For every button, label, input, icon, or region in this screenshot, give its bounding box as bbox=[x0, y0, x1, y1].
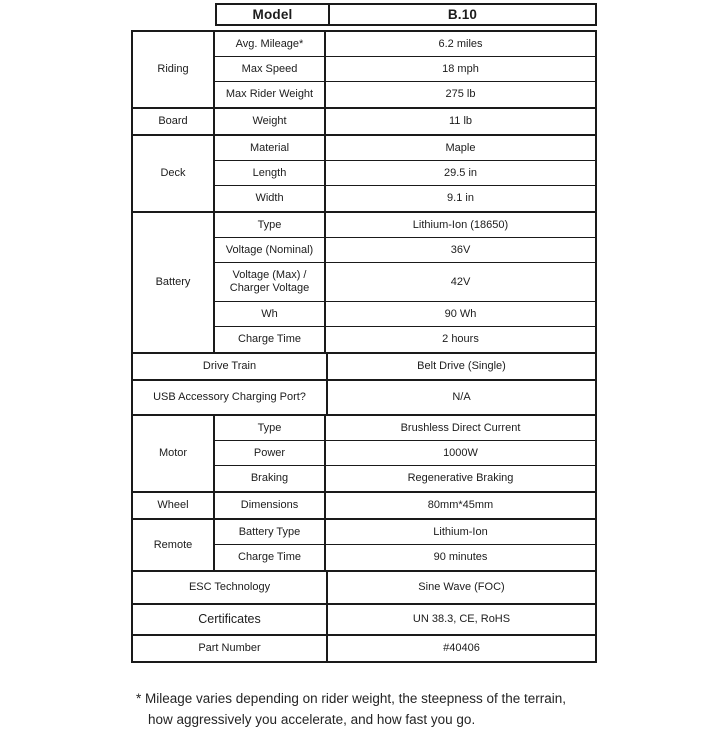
attribute-cell: Certificates bbox=[133, 605, 328, 634]
value-cell: Lithium-Ion (18650) bbox=[412, 218, 509, 231]
attribute-cell: Voltage (Max) / Charger Voltage bbox=[215, 263, 326, 301]
value-cell: 1000W bbox=[443, 446, 478, 459]
section-board bbox=[133, 109, 595, 136]
attribute-cell: Voltage (Nominal) bbox=[215, 238, 326, 262]
attribute-cell: Avg. Mileage* bbox=[215, 32, 326, 56]
category-cell: Riding bbox=[133, 32, 215, 107]
category-cell: Battery bbox=[133, 213, 215, 352]
category-cell: Deck bbox=[133, 136, 215, 211]
attribute-cell: Length bbox=[215, 161, 326, 185]
section-wheel bbox=[133, 493, 595, 520]
value-cell: Maple bbox=[445, 141, 476, 154]
category-cell: Motor bbox=[133, 416, 215, 491]
spec-row bbox=[215, 186, 595, 211]
attribute-cell: Battery Type bbox=[215, 520, 326, 544]
section-motor bbox=[133, 416, 595, 493]
attribute-cell: Type bbox=[215, 416, 326, 440]
spec-row bbox=[215, 161, 595, 186]
section-riding bbox=[133, 32, 595, 109]
attribute-cell: Width bbox=[215, 186, 326, 211]
value-cell: Sine Wave (FOC) bbox=[418, 581, 505, 593]
attribute-cell: Dimensions bbox=[215, 493, 326, 518]
spec-row bbox=[215, 57, 595, 82]
attribute-cell: Type bbox=[215, 213, 326, 237]
spec-row bbox=[215, 213, 595, 238]
category-cell: Wheel bbox=[133, 493, 215, 518]
section-usb-port bbox=[133, 381, 595, 416]
section-drive-train bbox=[133, 354, 595, 381]
value-cell: 80mm*45mm bbox=[427, 499, 494, 511]
value-cell: Lithium-Ion bbox=[433, 525, 488, 538]
spec-row bbox=[215, 416, 595, 441]
attribute-cell: ESC Technology bbox=[133, 572, 328, 603]
spec-row bbox=[133, 572, 595, 603]
spec-row bbox=[215, 545, 595, 570]
value-cell: 29.5 in bbox=[443, 166, 478, 179]
footnote-line-1: * Mileage varies depending on rider weight, the steepness of the terrain, bbox=[136, 691, 567, 706]
spec-row bbox=[215, 302, 595, 327]
model-header-table bbox=[215, 3, 597, 26]
section-esc-technology bbox=[133, 572, 595, 605]
value-cell: 90 minutes bbox=[433, 551, 488, 563]
section-deck bbox=[133, 136, 595, 213]
value-cell: Brushless Direct Current bbox=[400, 421, 521, 434]
spec-row bbox=[133, 354, 595, 379]
attribute-cell: Drive Train bbox=[133, 354, 328, 379]
category-cell: Remote bbox=[133, 520, 215, 570]
attribute-cell: Weight bbox=[215, 109, 326, 134]
value-cell: UN 38.3, CE, RoHS bbox=[412, 613, 511, 625]
value-cell: 90 Wh bbox=[444, 307, 477, 320]
attribute-cell: Charge Time bbox=[215, 545, 326, 570]
attribute-cell: Charge Time bbox=[215, 327, 326, 352]
category-cell: Board bbox=[133, 109, 215, 134]
section-remote bbox=[133, 520, 595, 572]
spec-row bbox=[215, 32, 595, 57]
spec-row bbox=[215, 136, 595, 161]
footnote-line-2: how aggressively you accelerate, and how fast you go. bbox=[148, 712, 476, 727]
value-cell: N/A bbox=[452, 391, 471, 403]
section-certificates bbox=[133, 605, 595, 636]
spec-table bbox=[131, 30, 597, 663]
value-cell: 42V bbox=[450, 275, 471, 288]
spec-row bbox=[215, 441, 595, 466]
spec-row bbox=[215, 238, 595, 263]
attribute-cell: Max Speed bbox=[215, 57, 326, 81]
value-cell: Regenerative Braking bbox=[407, 472, 514, 484]
section-battery bbox=[133, 213, 595, 354]
value-cell: 6.2 miles bbox=[438, 37, 483, 50]
value-cell: 2 hours bbox=[442, 333, 479, 345]
attribute-cell: USB Accessory Charging Port? bbox=[133, 381, 328, 414]
value-cell: 275 lb bbox=[445, 88, 476, 100]
spec-row bbox=[133, 636, 595, 661]
model-header-label: Model bbox=[217, 5, 330, 24]
attribute-cell: Power bbox=[215, 441, 326, 465]
attribute-cell: Max Rider Weight bbox=[215, 82, 326, 107]
spec-row bbox=[133, 605, 595, 634]
value-cell: Belt Drive (Single) bbox=[417, 360, 506, 372]
attribute-cell: Wh bbox=[215, 302, 326, 326]
value-cell: 18 mph bbox=[442, 62, 479, 75]
model-header-value: B.10 bbox=[447, 7, 478, 22]
spec-row bbox=[215, 520, 595, 545]
value-cell: 11 lb bbox=[448, 115, 473, 127]
mileage-footnote bbox=[136, 688, 636, 730]
attribute-cell: Braking bbox=[215, 466, 326, 491]
section-part-number bbox=[133, 636, 595, 661]
spec-row bbox=[215, 109, 595, 134]
spec-row bbox=[215, 263, 595, 302]
value-cell: 36V bbox=[450, 243, 471, 256]
attribute-cell: Material bbox=[215, 136, 326, 160]
spec-row bbox=[133, 381, 595, 414]
spec-row bbox=[215, 466, 595, 491]
attribute-cell: Part Number bbox=[133, 636, 328, 661]
value-cell: #40406 bbox=[443, 642, 480, 654]
spec-row bbox=[215, 82, 595, 107]
value-cell: 9.1 in bbox=[447, 192, 474, 204]
spec-row bbox=[215, 493, 595, 518]
spec-row bbox=[215, 327, 595, 352]
